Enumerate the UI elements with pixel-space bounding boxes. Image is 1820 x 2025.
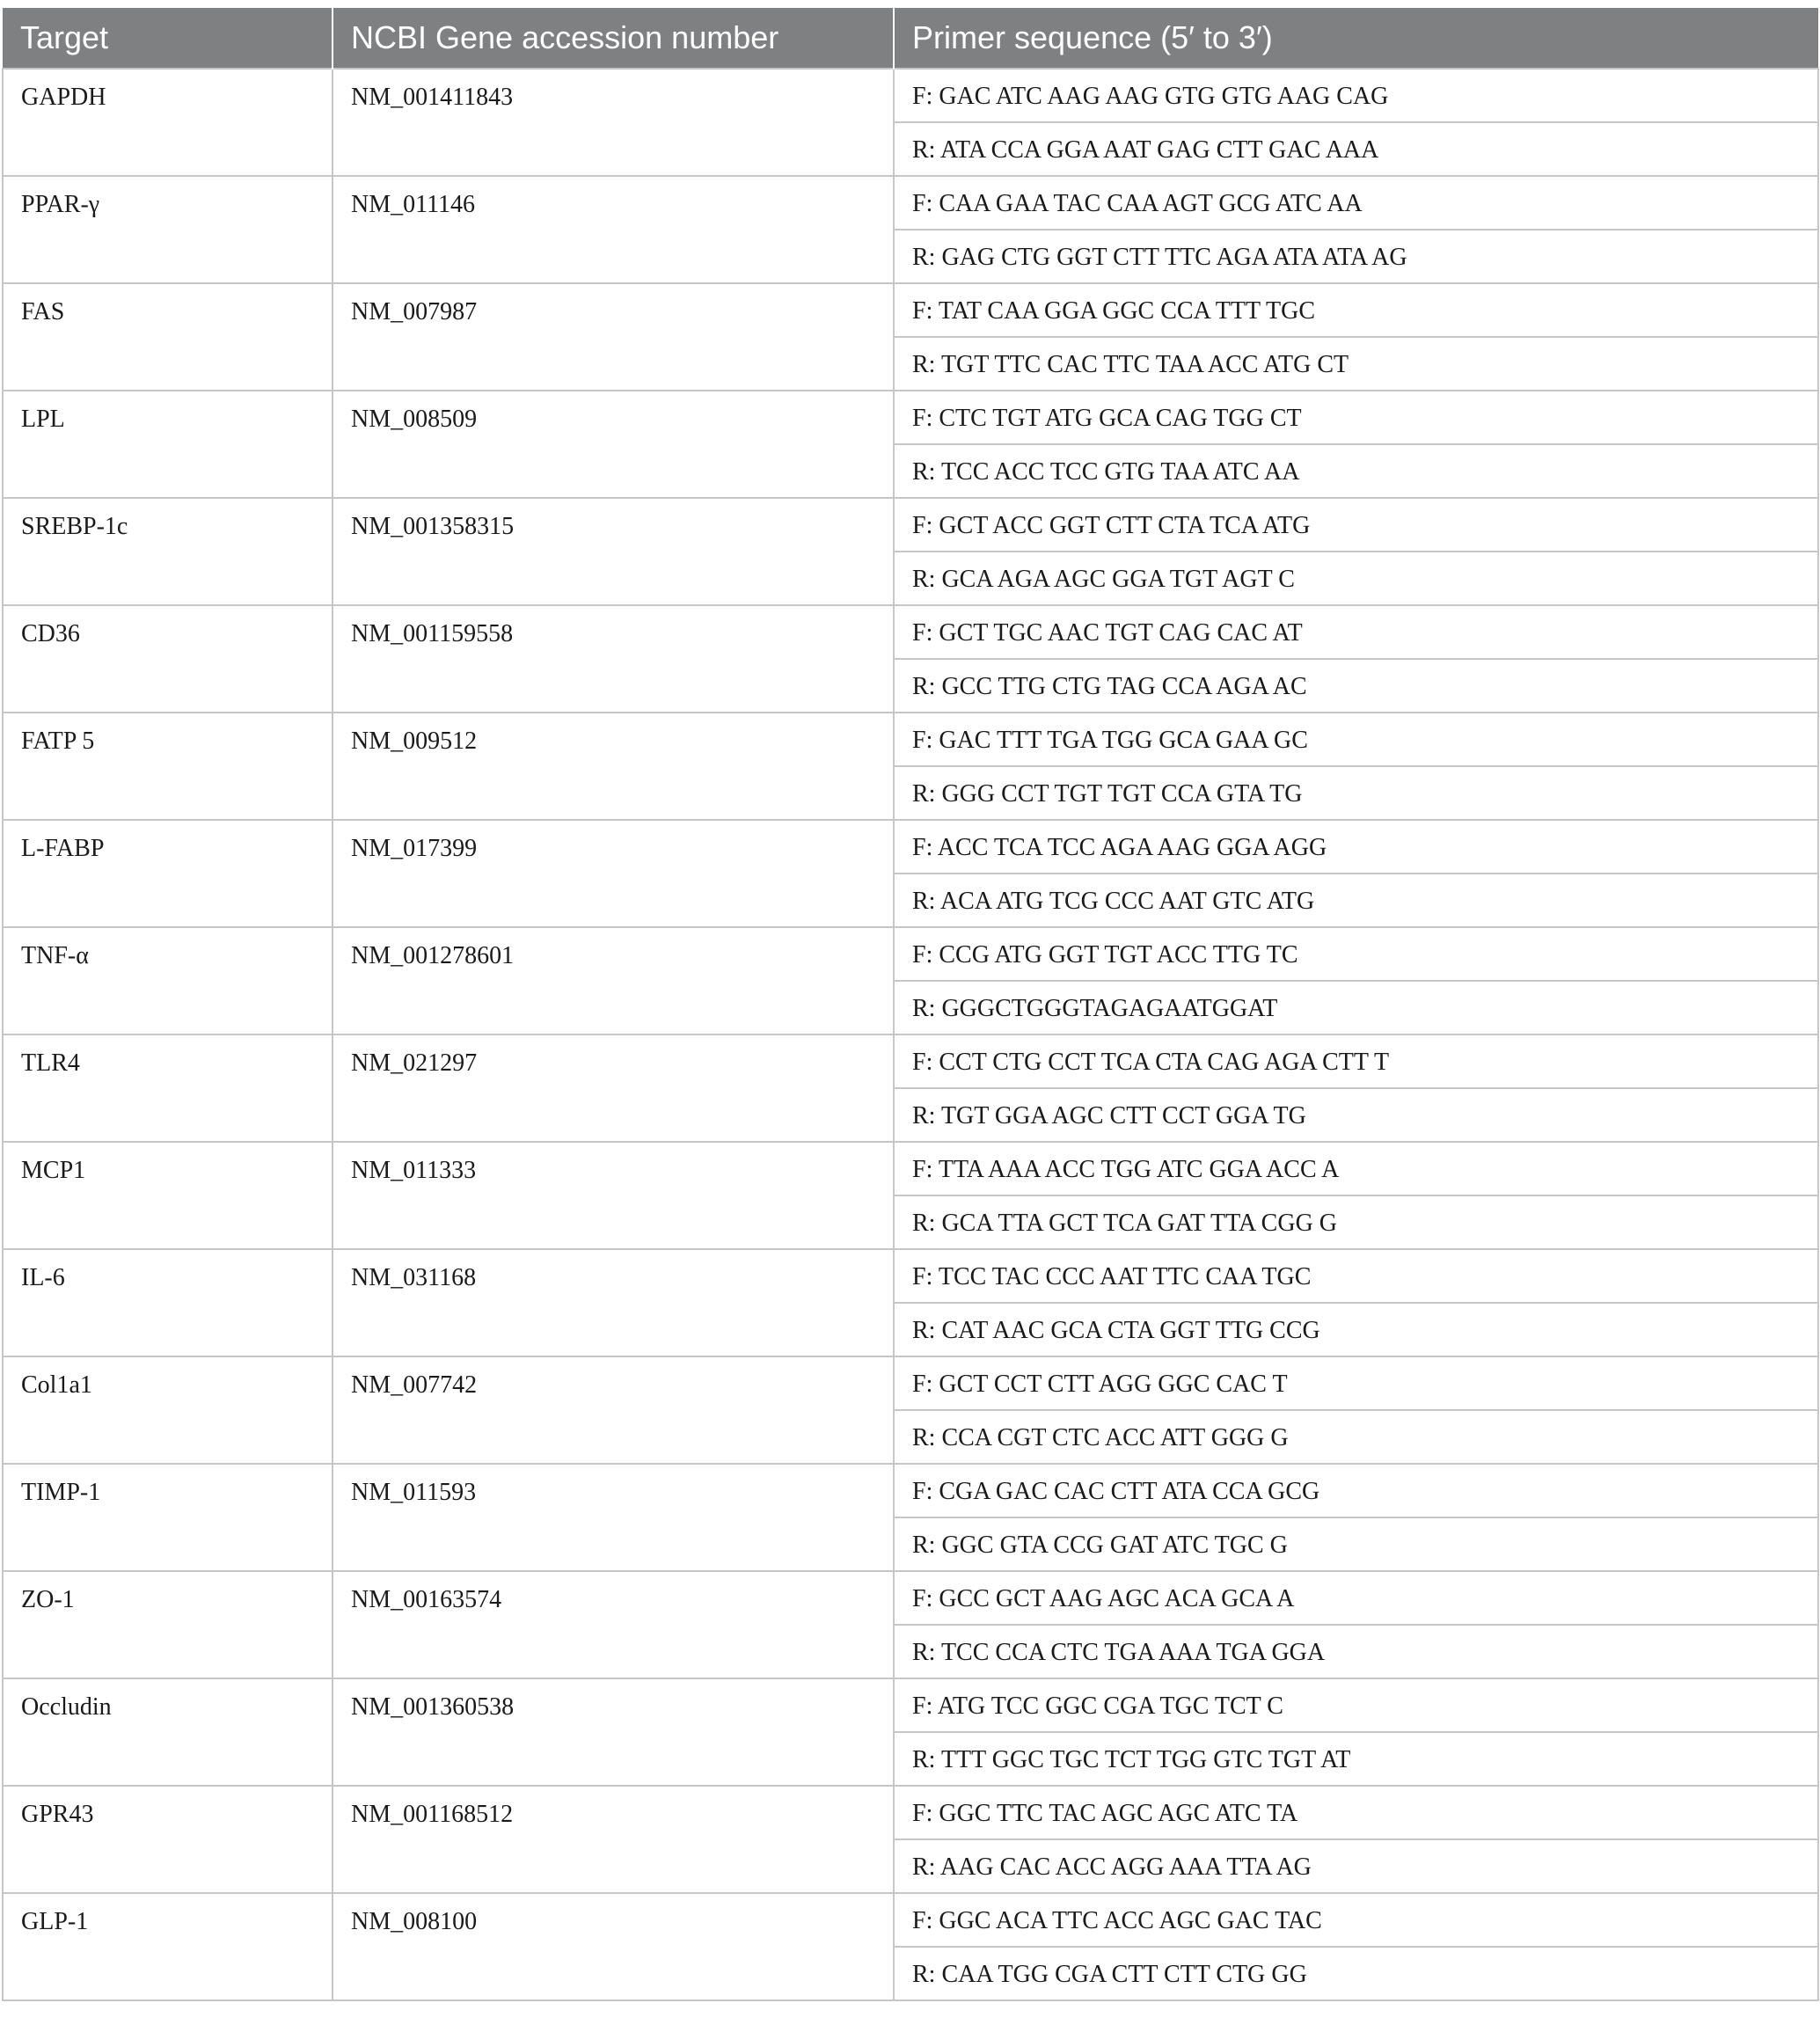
cell-forward-primer: F: CGA GAC CAC CTT ATA CCA GCG: [894, 1464, 1818, 1517]
table-row: [3, 1249, 1818, 1303]
cell-target: GPR43: [3, 1786, 333, 1893]
cell-forward-primer: F: CTC TGT ATG GCA CAG TGG CT: [894, 391, 1818, 444]
cell-accession: NM_00163574: [333, 1571, 894, 1678]
cell-accession: NM_007987: [333, 283, 894, 391]
cell-target: FAS: [3, 283, 333, 391]
header-target: Target: [3, 8, 333, 69]
cell-accession: NM_011146: [333, 176, 894, 283]
cell-forward-primer: F: CCT CTG CCT TCA CTA CAG AGA CTT T: [894, 1034, 1818, 1088]
cell-forward-primer: F: ACC TCA TCC AGA AAG GGA AGG: [894, 820, 1818, 874]
table-row: [3, 605, 1818, 659]
cell-accession: NM_007742: [333, 1356, 894, 1464]
cell-target: GAPDH: [3, 69, 333, 176]
cell-target: TLR4: [3, 1034, 333, 1142]
cell-reverse-primer: R: CCA CGT CTC ACC ATT GGG G: [894, 1410, 1818, 1464]
cell-reverse-primer: R: GCA AGA AGC GGA TGT AGT C: [894, 552, 1818, 605]
cell-reverse-primer: R: GCA TTA GCT TCA GAT TTA CGG G: [894, 1195, 1818, 1249]
table-row: [3, 176, 1818, 230]
cell-accession: NM_001278601: [333, 927, 894, 1034]
cell-forward-primer: F: GCT TGC AAC TGT CAG CAC AT: [894, 605, 1818, 659]
header-primer-sequence: Primer sequence (5′ to 3′): [894, 8, 1818, 69]
table-row: [3, 1678, 1818, 1732]
cell-target: LPL: [3, 391, 333, 498]
cell-forward-primer: F: GGC TTC TAC AGC AGC ATC TA: [894, 1786, 1818, 1839]
table-row: [3, 713, 1818, 766]
table-body: [3, 69, 1818, 2000]
table-row: [3, 1571, 1818, 1625]
cell-target: IL-6: [3, 1249, 333, 1356]
cell-reverse-primer: R: TGT GGA AGC CTT CCT GGA TG: [894, 1088, 1818, 1142]
cell-forward-primer: F: GAC TTT TGA TGG GCA GAA GC: [894, 713, 1818, 766]
cell-reverse-primer: R: GGGCTGGGTAGAGAATGGAT: [894, 981, 1818, 1034]
primer-table: [2, 8, 1819, 2001]
cell-forward-primer: F: GGC ACA TTC ACC AGC GAC TAC: [894, 1893, 1818, 1947]
table-row: [3, 498, 1818, 552]
cell-reverse-primer: R: GAG CTG GGT CTT TTC AGA ATA ATA AG: [894, 230, 1818, 283]
cell-reverse-primer: R: GGG CCT TGT TGT CCA GTA TG: [894, 766, 1818, 820]
cell-reverse-primer: R: GGC GTA CCG GAT ATC TGC G: [894, 1517, 1818, 1571]
cell-reverse-primer: R: TGT TTC CAC TTC TAA ACC ATG CT: [894, 337, 1818, 391]
table-row: [3, 391, 1818, 444]
cell-accession: NM_011333: [333, 1142, 894, 1249]
cell-target: GLP-1: [3, 1893, 333, 2000]
cell-reverse-primer: R: CAT AAC GCA CTA GGT TTG CCG: [894, 1303, 1818, 1356]
cell-forward-primer: F: CCG ATG GGT TGT ACC TTG TC: [894, 927, 1818, 981]
table-row: [3, 1356, 1818, 1410]
cell-target: Col1a1: [3, 1356, 333, 1464]
cell-target: CD36: [3, 605, 333, 713]
table-row: [3, 927, 1818, 981]
cell-forward-primer: F: ATG TCC GGC CGA TGC TCT C: [894, 1678, 1818, 1732]
cell-target: MCP1: [3, 1142, 333, 1249]
cell-reverse-primer: R: ATA CCA GGA AAT GAG CTT GAC AAA: [894, 122, 1818, 176]
cell-reverse-primer: R: GCC TTG CTG TAG CCA AGA AC: [894, 659, 1818, 713]
cell-target: L-FABP: [3, 820, 333, 927]
cell-accession: NM_001411843: [333, 69, 894, 176]
cell-reverse-primer: R: TTT GGC TGC TCT TGG GTC TGT AT: [894, 1732, 1818, 1786]
cell-forward-primer: F: GCT ACC GGT CTT CTA TCA ATG: [894, 498, 1818, 552]
cell-accession: NM_008509: [333, 391, 894, 498]
table-row: [3, 820, 1818, 874]
cell-target: SREBP-1c: [3, 498, 333, 605]
cell-target: TNF-α: [3, 927, 333, 1034]
table-row: [3, 1786, 1818, 1839]
cell-target: Occludin: [3, 1678, 333, 1786]
cell-accession: NM_008100: [333, 1893, 894, 2000]
cell-accession: NM_017399: [333, 820, 894, 927]
table-row: [3, 283, 1818, 337]
cell-reverse-primer: R: ACA ATG TCG CCC AAT GTC ATG: [894, 874, 1818, 927]
cell-forward-primer: F: GAC ATC AAG AAG GTG GTG AAG CAG: [894, 69, 1818, 122]
cell-accession: NM_001358315: [333, 498, 894, 605]
cell-accession: NM_001159558: [333, 605, 894, 713]
table-row: [3, 1464, 1818, 1517]
cell-accession: NM_011593: [333, 1464, 894, 1571]
cell-accession: NM_009512: [333, 713, 894, 820]
cell-accession: NM_031168: [333, 1249, 894, 1356]
cell-target: TIMP-1: [3, 1464, 333, 1571]
cell-reverse-primer: R: TCC ACC TCC GTG TAA ATC AA: [894, 444, 1818, 498]
cell-accession: NM_021297: [333, 1034, 894, 1142]
cell-forward-primer: F: TTA AAA ACC TGG ATC GGA ACC A: [894, 1142, 1818, 1195]
cell-reverse-primer: R: TCC CCA CTC TGA AAA TGA GGA: [894, 1625, 1818, 1678]
table-row: [3, 69, 1818, 122]
table-header-row: [3, 8, 1818, 69]
cell-reverse-primer: R: CAA TGG CGA CTT CTT CTG GG: [894, 1947, 1818, 2000]
cell-accession: NM_001360538: [333, 1678, 894, 1786]
cell-target: PPAR-γ: [3, 176, 333, 283]
cell-forward-primer: F: GCC GCT AAG AGC ACA GCA A: [894, 1571, 1818, 1625]
cell-target: ZO-1: [3, 1571, 333, 1678]
cell-accession: NM_001168512: [333, 1786, 894, 1893]
cell-forward-primer: F: GCT CCT CTT AGG GGC CAC T: [894, 1356, 1818, 1410]
cell-forward-primer: F: TAT CAA GGA GGC CCA TTT TGC: [894, 283, 1818, 337]
header-accession: NCBI Gene accession number: [333, 8, 894, 69]
primer-table-container: [2, 8, 1817, 2001]
table-row: [3, 1142, 1818, 1195]
cell-target: FATP 5: [3, 713, 333, 820]
cell-forward-primer: F: CAA GAA TAC CAA AGT GCG ATC AA: [894, 176, 1818, 230]
table-row: [3, 1034, 1818, 1088]
table-row: [3, 1893, 1818, 1947]
cell-forward-primer: F: TCC TAC CCC AAT TTC CAA TGC: [894, 1249, 1818, 1303]
cell-reverse-primer: R: AAG CAC ACC AGG AAA TTA AG: [894, 1839, 1818, 1893]
